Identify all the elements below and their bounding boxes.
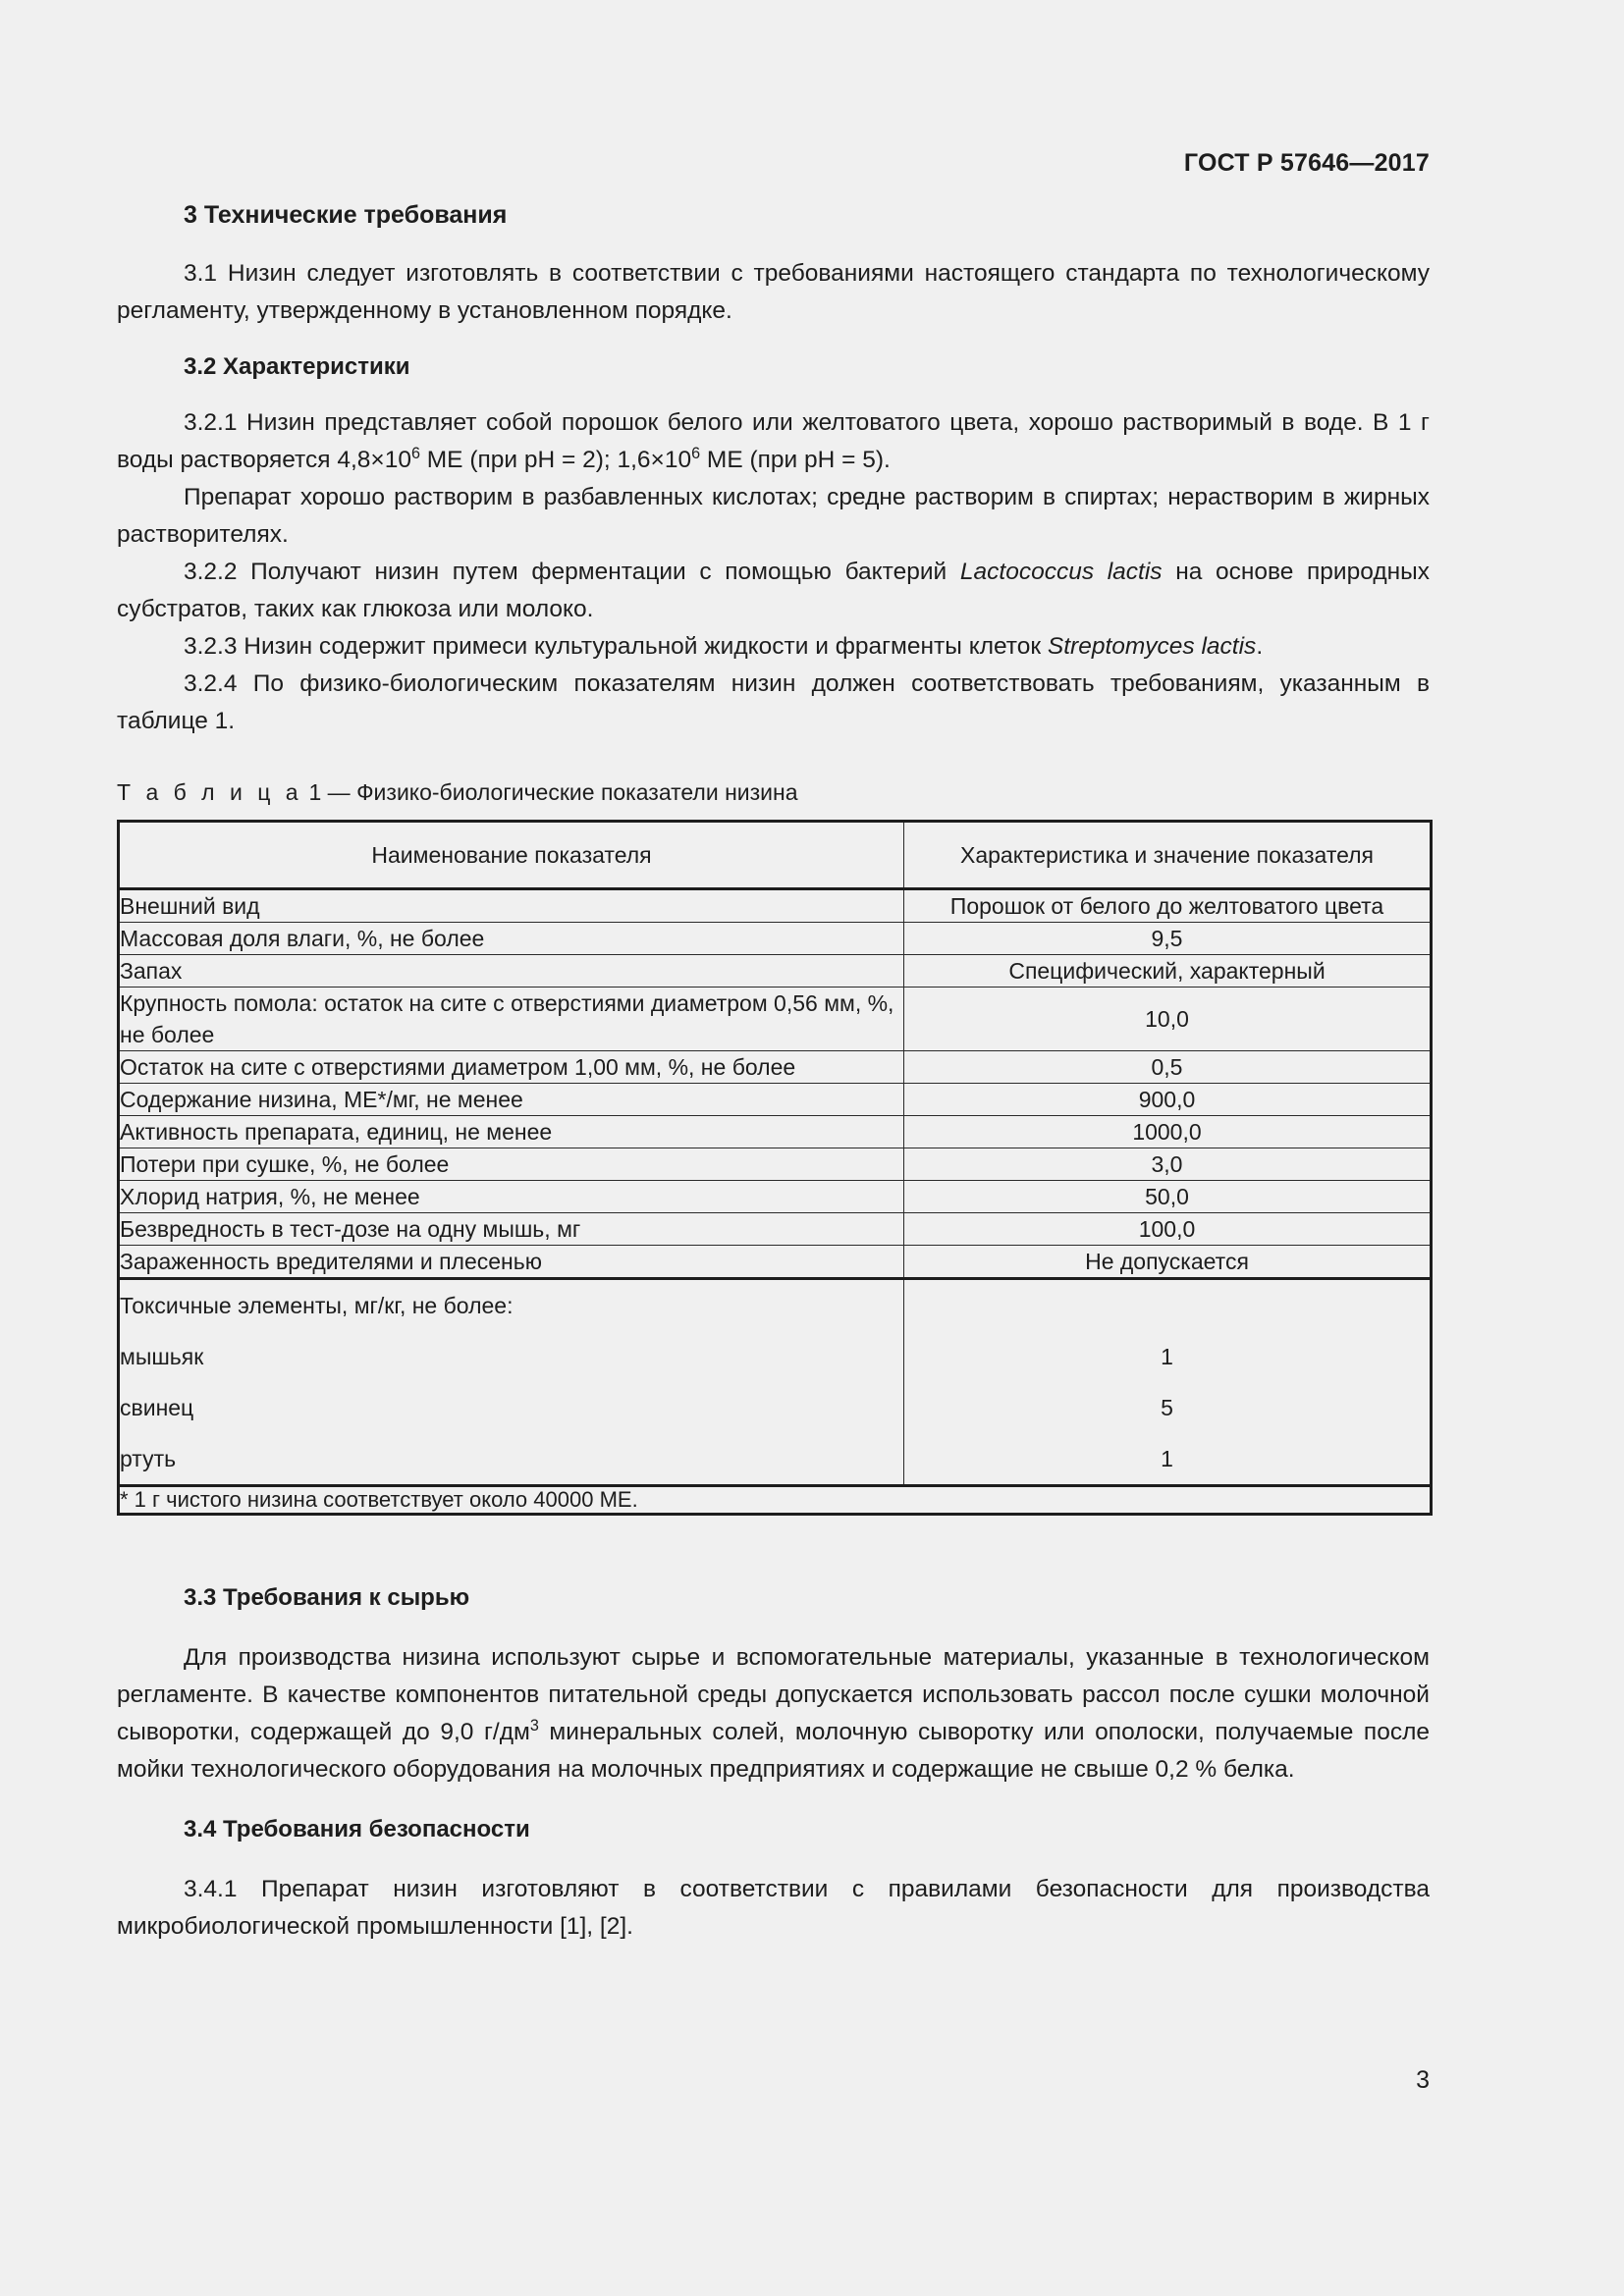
paragraph-3-2-2 bbox=[117, 554, 1430, 628]
section-3-title: 3 Технические требования bbox=[184, 201, 508, 229]
row-value: 100,0 bbox=[904, 1213, 1432, 1246]
page-number: 3 bbox=[1416, 2066, 1430, 2094]
section-3-2-title: 3.2 Характеристики bbox=[184, 353, 410, 380]
table-row bbox=[119, 889, 1432, 923]
toxic-values-spacer bbox=[904, 1280, 1430, 1331]
table-head bbox=[119, 822, 1432, 889]
row-name: Безвредность в тест-дозе на одну мышь, мг bbox=[119, 1213, 904, 1246]
table-physico-biological-indicators bbox=[117, 820, 1433, 1516]
row-value: 0,5 bbox=[904, 1051, 1432, 1084]
table-row bbox=[119, 1213, 1432, 1246]
row-value: 10,0 bbox=[904, 988, 1432, 1051]
table-header-row bbox=[119, 822, 1432, 889]
toxic-element-name-mercury: ртуть bbox=[120, 1446, 177, 1471]
paragraph-3-2-3-part-a: 3.2.3 Низин содержит примеси культуральной жидкости и фрагменты клеток bbox=[184, 633, 1048, 660]
exponent-6-first: 6 bbox=[410, 444, 420, 462]
running-header-standard-number: ГОСТ Р 57646—2017 bbox=[1183, 149, 1430, 177]
paragraph-3-2-2-part-a: 3.2.2 Получают низин путем ферментации с помощью бактерий bbox=[184, 559, 960, 585]
paragraph-3-2-2-part-b: на основе природных субстратов, таких как глюкоза или молоко. bbox=[117, 559, 1431, 622]
row-value: 50,0 bbox=[904, 1181, 1432, 1213]
paragraph-3-3-part-a: Для производства низина используют сырье и вспомогательные материалы, указанные в технологическом регламенте. В качестве компонентов питательной среды допускается использовать рассол после сушки молочной сыворотки, содержащей до 9,0 г/дм bbox=[117, 1644, 1430, 1745]
table-caption-number: 1 bbox=[308, 779, 322, 805]
paragraph-3-2-1-part-a: 3.2.1 Низин представляет собой порошок белого или желтоватого цвета, хорошо растворимый в воде. В 1 г воды растворяется 4,8×10 bbox=[117, 409, 1430, 473]
table-footnote: * 1 г чистого низина соответствует около 40000 МЕ. bbox=[119, 1486, 1432, 1515]
row-name: Активность препарата, единиц, не менее bbox=[119, 1116, 904, 1148]
exponent-3-cubic-dm: 3 bbox=[529, 1716, 539, 1735]
section-3-3-title: 3.3 Требования к сырью bbox=[184, 1584, 470, 1611]
row-value: Не допускается bbox=[904, 1246, 1432, 1279]
table-row bbox=[119, 1181, 1432, 1213]
row-name: Остаток на сите с отверстиями диаметром 1,00 мм, %, не более bbox=[119, 1051, 904, 1084]
paragraph-3-2-1-part-c: МЕ (при рН = 5). bbox=[700, 447, 891, 473]
paragraph-3-2-1-solubility: Препарат хорошо растворим в разбавленных кислотах; средне растворим в спиртах; нерастворим в жирных растворителях. bbox=[117, 484, 1430, 548]
paragraph-3-2-1-part-b: МЕ (при рН = 2); 1,6×10 bbox=[419, 447, 692, 473]
column-header-indicator-value: Характеристика и значение показателя bbox=[904, 822, 1432, 889]
table-footnote-row bbox=[119, 1486, 1432, 1515]
row-value: Специфический, характерный bbox=[904, 955, 1432, 988]
row-value: Порошок от белого до желтоватого цвета bbox=[904, 889, 1432, 923]
species-lactococcus-lactis: Lactococcus lactis bbox=[959, 559, 1163, 585]
toxic-element-name-arsenic: мышьяк bbox=[120, 1344, 204, 1369]
table-row bbox=[119, 1116, 1432, 1148]
paragraph-3-1: 3.1 Низин следует изготовлять в соответствии с требованиями настоящего стандарта по технологическому регламенту, утвержденному в установленном порядке. bbox=[117, 260, 1430, 324]
row-value: 900,0 bbox=[904, 1084, 1432, 1116]
table-row bbox=[119, 1148, 1432, 1181]
row-name: Содержание низина, МЕ*/мг, не менее bbox=[119, 1084, 904, 1116]
row-name: Запах bbox=[119, 955, 904, 988]
paragraph-3-2-3 bbox=[117, 628, 1430, 666]
paragraph-3-2-1 bbox=[117, 404, 1430, 479]
row-name: Массовая доля влаги, %, не более bbox=[119, 923, 904, 955]
row-value: 3,0 bbox=[904, 1148, 1432, 1181]
exponent-6-second: 6 bbox=[691, 444, 701, 462]
toxic-elements-heading: Токсичные элементы, мг/кг, не более: bbox=[120, 1293, 514, 1318]
table-row-toxic-elements bbox=[119, 1279, 1432, 1486]
table-body bbox=[119, 889, 1432, 1515]
row-value: 9,5 bbox=[904, 923, 1432, 955]
table-caption-text: Физико-биологические показатели низина bbox=[356, 779, 798, 805]
row-value: 1000,0 bbox=[904, 1116, 1432, 1148]
table-row bbox=[119, 988, 1432, 1051]
page-content bbox=[117, 201, 1430, 1946]
row-name: Зараженность вредителями и плесенью bbox=[119, 1246, 904, 1279]
table-1-caption bbox=[117, 779, 1430, 806]
table-row bbox=[119, 1084, 1432, 1116]
table-row bbox=[119, 1246, 1432, 1279]
table-caption-label: Т а б л и ц а bbox=[117, 779, 303, 805]
row-name: Внешний вид bbox=[119, 889, 904, 923]
species-streptomyces-lactis: Streptomyces lactis bbox=[1047, 633, 1257, 660]
paragraph-3-2-4: 3.2.4 По физико-биологическим показателям низин должен соответствовать требованиям, указанным в таблице 1. bbox=[117, 670, 1430, 734]
toxic-element-value-lead: 5 bbox=[1161, 1395, 1173, 1420]
table-row bbox=[119, 955, 1432, 988]
section-3-4-title: 3.4 Требования безопасности bbox=[184, 1816, 530, 1842]
table-caption-dash: — bbox=[327, 779, 351, 805]
row-name: Хлорид натрия, %, не менее bbox=[119, 1181, 904, 1213]
table-row bbox=[119, 1051, 1432, 1084]
toxic-element-value-arsenic: 1 bbox=[1161, 1344, 1173, 1369]
paragraph-3-4-1: 3.4.1 Препарат низин изготовляют в соответствии с правилами безопасности для производства микробиологической промышленности [1], [2]. bbox=[117, 1876, 1430, 1940]
toxic-element-name-lead: свинец bbox=[120, 1395, 194, 1420]
toxic-element-value-mercury: 1 bbox=[1161, 1446, 1173, 1471]
table-row bbox=[119, 923, 1432, 955]
row-name: Крупность помола: остаток на сите с отверстиями диаметром 0,56 мм, %, не более bbox=[119, 988, 904, 1051]
paragraph-3-2-3-part-b: . bbox=[1256, 633, 1264, 660]
column-header-indicator-name: Наименование показателя bbox=[119, 822, 904, 889]
paragraph-3-3-part-b: минеральных солей, молочную сыворотку или ополоски, получаемые после мойки технологического оборудования на молочных предприятиях и содержащие не свыше 0,2 % белка. bbox=[117, 1719, 1430, 1783]
row-name: Потери при сушке, %, не более bbox=[119, 1148, 904, 1181]
paragraph-3-3 bbox=[117, 1639, 1430, 1789]
